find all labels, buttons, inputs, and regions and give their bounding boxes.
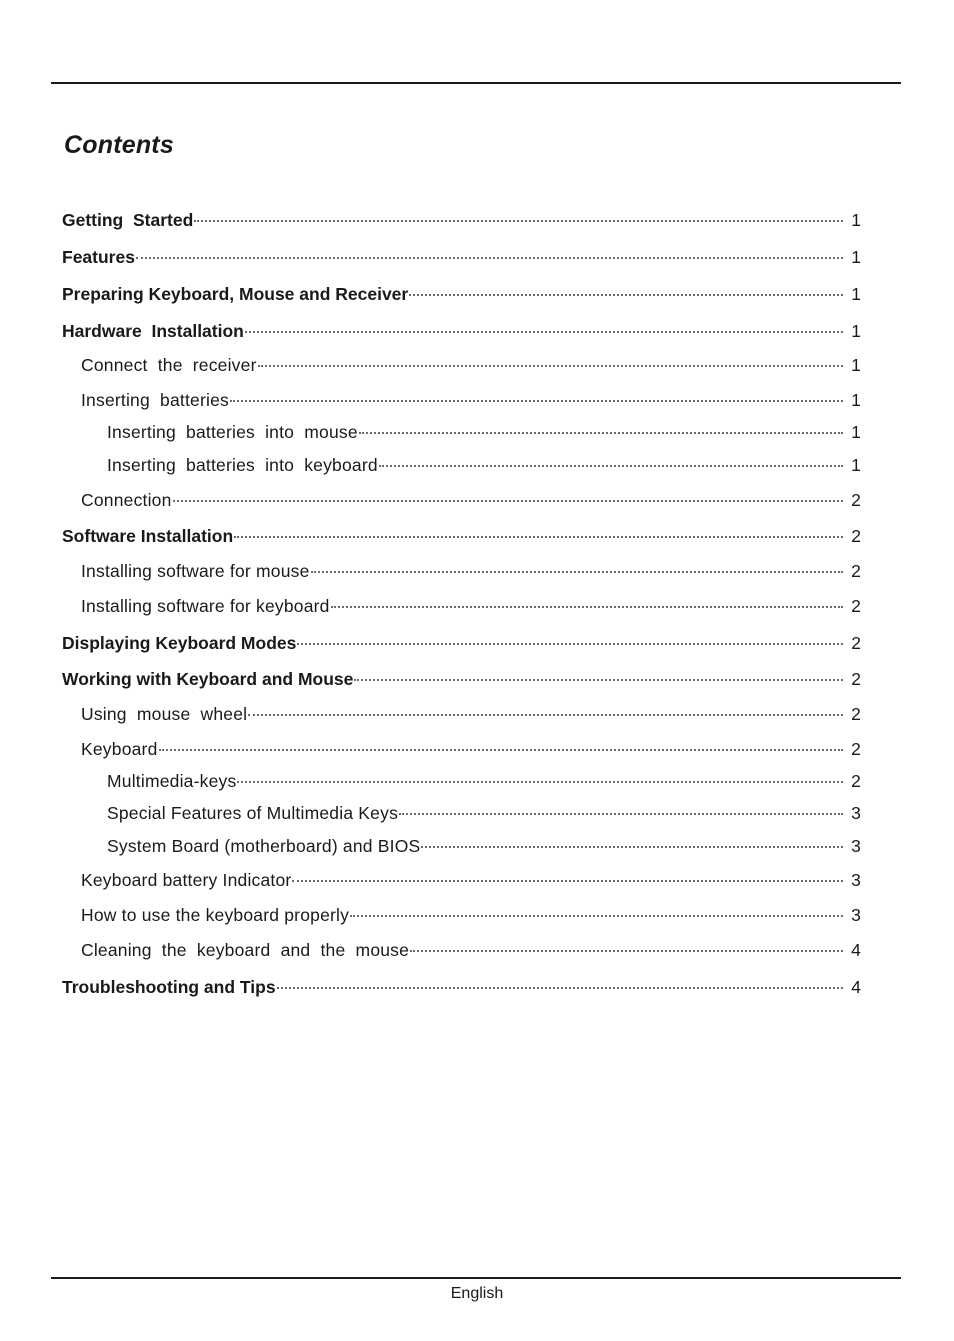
toc-entry[interactable] [62,975,861,999]
toc-entry-page: 3 [851,870,861,890]
toc-entry-page: 1 [851,355,861,375]
toc-entry-page: 2 [851,561,861,581]
toc-entry[interactable] [62,594,861,618]
toc-entry-page: 4 [851,977,861,997]
toc-entry-title: Working with Keyboard and Mouse [62,669,354,689]
toc-entry-title: Inserting batteries [81,390,229,410]
toc-entry-title: How to use the keyboard properly [81,905,350,925]
toc-entry[interactable] [62,801,861,825]
toc-entry[interactable] [62,524,861,548]
toc-entry[interactable] [62,245,861,269]
toc-entry-page: 2 [851,704,861,724]
dot-leader [399,813,843,815]
toc-entry-page: 2 [851,596,861,616]
toc-entry[interactable] [62,353,861,377]
toc-entry-page: 3 [851,905,861,925]
dot-leader [297,643,843,645]
toc-entry-title: Installing software for mouse [81,561,310,581]
dot-leader [359,432,843,434]
toc-entry-title: Inserting batteries into mouse [107,422,358,442]
dot-leader [194,220,843,222]
toc-entry[interactable] [62,282,861,306]
dot-leader [409,294,843,296]
toc-entry[interactable] [62,737,861,761]
dot-leader [292,880,843,882]
toc-entry[interactable] [62,903,861,927]
toc-entry-page: 1 [851,247,861,267]
dot-leader [277,987,843,989]
toc-entry-title: Special Features of Multimedia Keys [107,803,399,823]
toc-entry-title: Displaying Keyboard Modes [62,633,297,653]
contents-heading: Contents [64,131,174,159]
dot-leader [421,846,843,848]
toc-entry-title: Software Installation [62,526,234,546]
dot-leader [258,365,843,367]
toc-entry[interactable] [62,488,861,512]
dot-leader [311,571,843,573]
toc-entry-page: 2 [851,633,861,653]
dot-leader [173,500,843,502]
toc-entry-title: Getting Started [62,210,194,230]
toc-entry[interactable] [62,388,861,412]
toc-entry-page: 2 [851,739,861,759]
toc-entry[interactable] [62,631,861,655]
toc-entry[interactable] [62,208,861,232]
toc-entry[interactable] [62,702,861,726]
toc-entry-title: Cleaning the keyboard and the mouse [81,940,410,960]
dot-leader [230,400,843,402]
dot-leader [159,749,843,751]
toc-entry-title: Troubleshooting and Tips [62,977,276,997]
toc-entry[interactable] [62,559,861,583]
toc-entry-title: Inserting batteries into keyboard [107,455,378,475]
toc-entry-title: Using mouse wheel [81,704,248,724]
toc-entry[interactable] [62,868,861,892]
toc-entry-page: 1 [851,455,861,475]
dot-leader [350,915,843,917]
toc-entry-page: 2 [851,771,861,791]
dot-leader [354,679,843,681]
toc-entry-page: 1 [851,210,861,230]
toc-entry[interactable] [62,319,861,343]
toc-entry-page: 2 [851,526,861,546]
toc-entry-page: 3 [851,803,861,823]
toc-entry-page: 3 [851,836,861,856]
toc-entry-page: 1 [851,284,861,304]
toc-entry-title: Keyboard [81,739,158,759]
toc-entry-page: 1 [851,321,861,341]
dot-leader [248,714,843,716]
toc-entry-title: Keyboard battery Indicator [81,870,292,890]
footer-language: English [450,1285,504,1302]
dot-leader [136,257,843,259]
toc-entry-title: Hardware Installation [62,321,244,341]
toc-entry-title: Features [62,247,135,267]
toc-entry[interactable] [62,453,861,477]
toc-entry-title: Connect the receiver [81,355,257,375]
dot-leader [331,606,843,608]
dot-leader [237,781,843,783]
dot-leader [379,465,843,467]
toc-entry-title: Connection [81,490,172,510]
toc-entry[interactable] [62,769,861,793]
toc-entry-page: 2 [851,490,861,510]
toc-entry-title: System Board (motherboard) and BIOS [107,836,421,856]
toc-entry-title: Multimedia-keys [107,771,237,791]
toc-entry[interactable] [62,420,861,444]
dot-leader [410,950,843,952]
toc-entry-page: 4 [851,940,861,960]
dot-leader [234,536,843,538]
toc-entry-title: Preparing Keyboard, Mouse and Receiver [62,284,409,304]
toc-entry-page: 1 [851,422,861,442]
bottom-rule [51,1277,901,1279]
toc-entry-title: Installing software for keyboard [81,596,330,616]
toc-entry-page: 2 [851,669,861,689]
toc-entry[interactable] [62,667,861,691]
toc-entry[interactable] [62,938,861,962]
toc-entry[interactable] [62,834,861,858]
dot-leader [245,331,843,333]
toc-entry-page: 1 [851,390,861,410]
